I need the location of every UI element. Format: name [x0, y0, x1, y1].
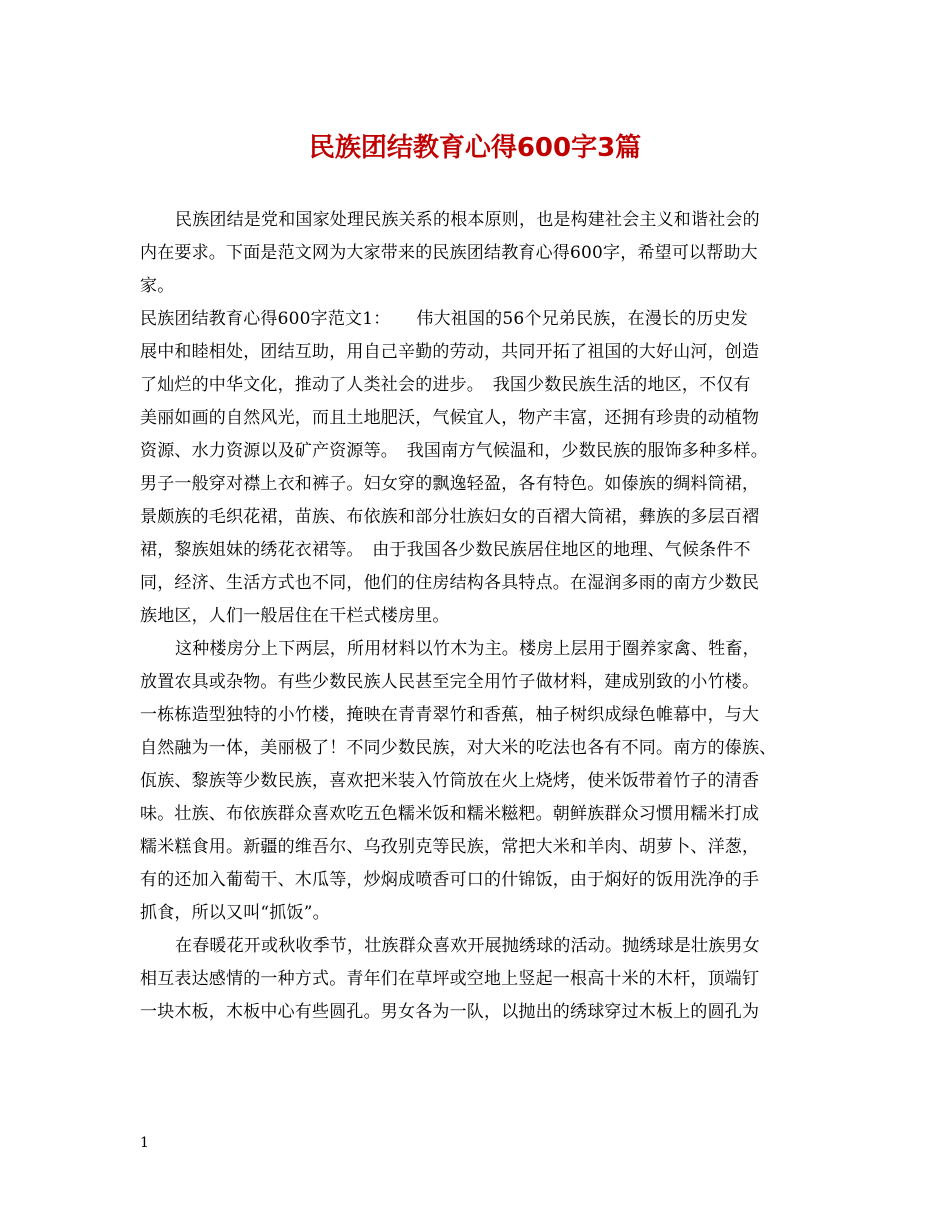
- document-body: [140, 204, 812, 1029]
- paragraph-line: 味。壮族、布依族群众喜欢吃五色糯米饭和糯米糍粑。朝鲜族群众习惯用糯米打成: [140, 804, 760, 824]
- paragraph-line: 美丽如画的自然风光，而且土地肥沃，气候宜人，物产丰富，还拥有珍贵的动植物: [140, 408, 760, 428]
- document-title: 民族团结教育心得600字3篇: [308, 133, 642, 163]
- paragraph-line: 家。: [140, 276, 175, 296]
- paragraph-line: 民族团结教育心得600字范文1： 伟大祖国的56个兄弟民族，在漫长的历史发: [140, 309, 748, 329]
- paragraph-line: 景颇族的毛织花裙，苗族、布依族和部分壮族妇女的百褶大筒裙，彝族的多层百褶: [140, 507, 760, 527]
- paragraph-line: 相互表达感情的一种方式。青年们在草坪或空地上竖起一根高十米的木杆，顶端钉: [140, 969, 760, 989]
- paragraph-line: 一块木板，木板中心有些圆孔。男女各为一队，以抛出的绣球穿过木板上的圆孔为: [140, 1002, 760, 1022]
- paragraph-line: 放置农具或杂物。有些少数民族人民甚至完全用竹子做材料，建成别致的小竹楼。: [140, 672, 760, 692]
- paragraph-line: 在春暖花开或秋收季节，壮族群众喜欢开展抛绣球的活动。抛绣球是壮族男女: [175, 936, 760, 956]
- paragraph-line: 民族团结是党和国家处理民族关系的根本原则，也是构建社会主义和谐社会的: [175, 210, 760, 230]
- paragraph-line: 资源、水力资源以及矿产资源等。 我国南方气候温和，少数民族的服饰多种多样。: [140, 441, 768, 461]
- paragraph-line: 佤族、黎族等少数民族，喜欢把米装入竹筒放在火上烧烤，使米饭带着竹子的清香: [140, 771, 760, 791]
- paragraph-line: 有的还加入葡萄干、木瓜等，炒焖成喷香可口的什锦饭，由于焖好的饭用洗净的手: [140, 870, 760, 890]
- paragraph-line: 内在要求。下面是范文网为大家带来的民族团结教育心得600字，希望可以帮助大: [140, 243, 758, 263]
- paragraph-line: 糯米糕食用。新疆的维吾尔、乌孜别克等民族，常把大米和羊肉、胡萝卜、洋葱，: [140, 837, 760, 857]
- paragraph-line: 展中和睦相处，团结互助，用自己辛勤的劳动，共同开拓了祖国的大好山河，创造: [140, 342, 760, 362]
- paragraph-line: 这种楼房分上下两层，所用材料以竹木为主。楼房上层用于圈养家禽、牲畜，: [175, 639, 760, 659]
- paragraph-line: 男子一般穿对襟上衣和裤子。妇女穿的飘逸轻盈，各有特色。如傣族的绸料筒裙，: [140, 474, 760, 494]
- paragraph-line: 族地区，人们一般居住在干栏式楼房里。: [140, 606, 450, 626]
- paragraph-line: 裙，黎族姐妹的绣花衣裙等。 由于我国各少数民族居住地区的地理、气候条件不: [140, 540, 751, 560]
- page-number: 1: [140, 1135, 149, 1151]
- paragraph-line: 了灿烂的中华文化，推动了人类社会的进步。 我国少数民族生活的地区，不仅有: [140, 375, 751, 395]
- paragraph-line: 自然融为一体，美丽极了！不同少数民族，对大米的吃法也各有不同。南方的傣族、: [140, 738, 777, 758]
- paragraph-line: 抓食，所以又叫“抓饭”。: [140, 903, 330, 923]
- paragraph-line: 一栋栋造型独特的小竹楼，掩映在青青翠竹和香蕉，柚子树织成绿色帷幕中，与大: [140, 705, 760, 725]
- paragraph-line: 同，经济、生活方式也不同，他们的住房结构各具特点。在湿润多雨的南方少数民: [140, 573, 760, 593]
